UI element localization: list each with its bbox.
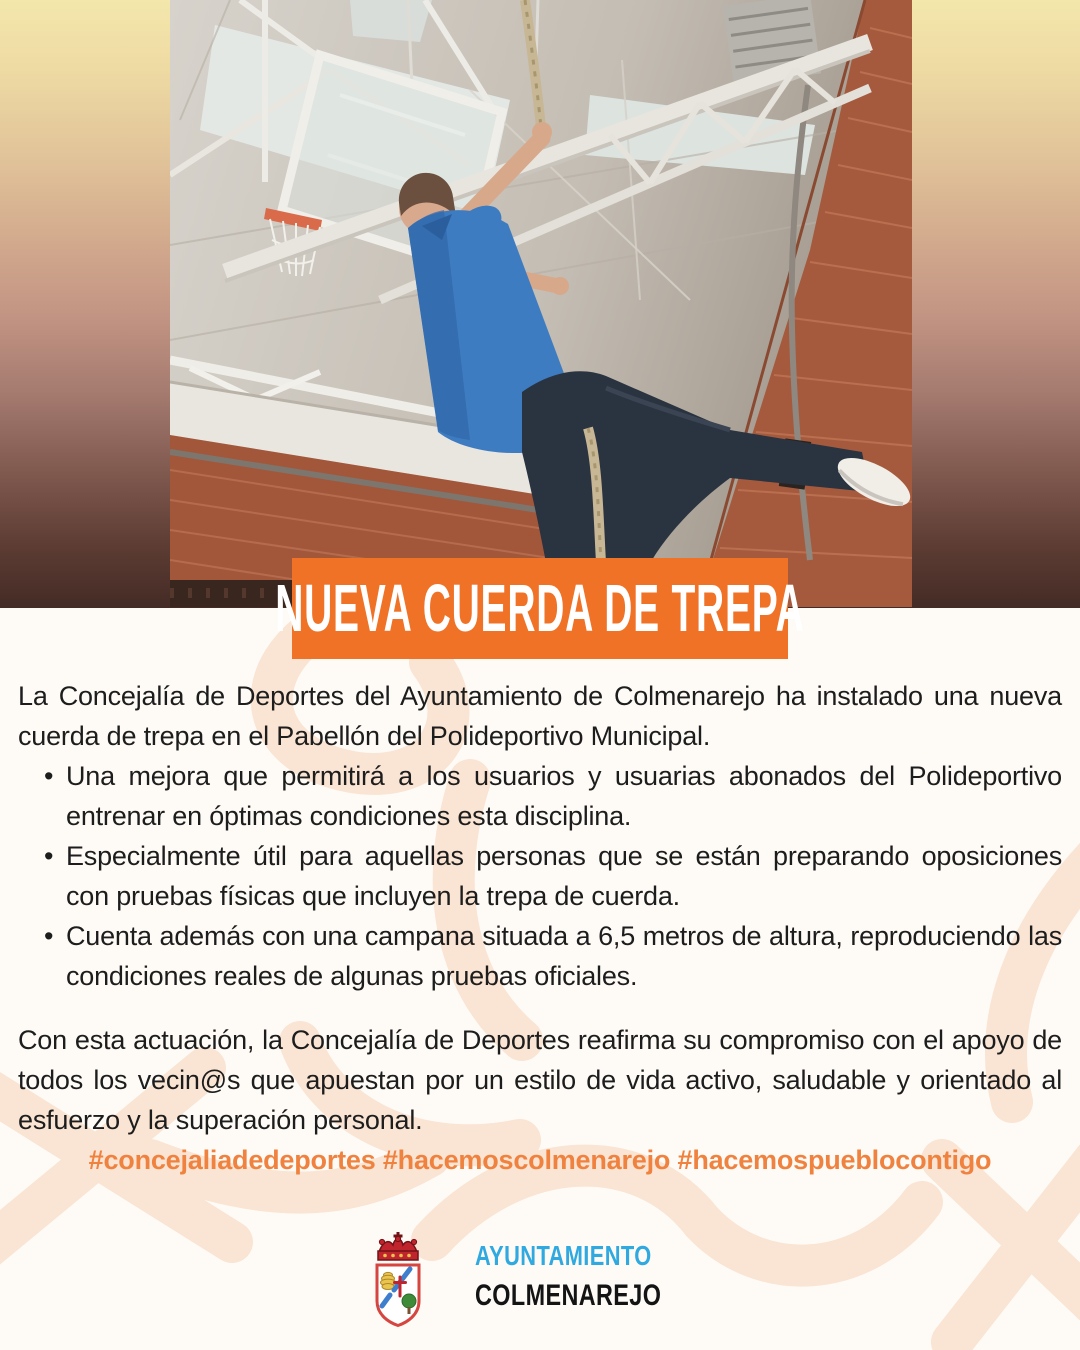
municipal-logo bbox=[0, 1232, 1080, 1330]
climber-hand-top bbox=[532, 122, 552, 142]
title-banner bbox=[275, 558, 805, 659]
hashtags-text: #concejaliadedeportes #hacemoscolmenarejo #hacemospueblocontigo bbox=[88, 1145, 992, 1175]
hero-photo bbox=[170, 0, 912, 607]
colmenarejo-crest-icon bbox=[367, 1232, 429, 1330]
page-title: NUEVA CUERDA DE TREPA bbox=[275, 571, 805, 646]
intro-paragraph: La Concejalía de Deportes del Ayuntamiento de Colmenarejo ha instalado una nueva cuerda de trepa en el Pabellón del Polideportivo Municipal. bbox=[18, 681, 1062, 751]
crest-crown bbox=[378, 1232, 418, 1260]
org-name-ayuntamiento: AYUNTAMIENTO bbox=[474, 1240, 652, 1271]
org-name bbox=[475, 1240, 714, 1313]
org-name-colmenarejo: COLMENAREJO bbox=[474, 1279, 661, 1312]
climber-hand-bottom bbox=[551, 277, 569, 295]
bullet-item: • Una mejora que permitirá a los usuarios y usuarias abonados del Polideportivo entrenar en óptimas condiciones esta disciplina. bbox=[44, 756, 1062, 836]
bullet-item: • Especialmente útil para aquellas personas que se están preparando oposiciones con pruebas físicas que incluyen la trepa de cuerda. bbox=[44, 836, 1062, 916]
bullet-item: • Cuenta además con una campana situada a 6,5 metros de altura, reproduciendo las condiciones reales de algunas pruebas oficiales. bbox=[44, 916, 1062, 996]
bullet-list bbox=[18, 756, 1062, 996]
closing-paragraph: Con esta actuación, la Concejalía de Deportes reafirma su compromiso con el apoyo de todos los vecin@s que apuestan por un estilo de vida activo, saludable y orientado al esfuerzo y la superación personal. bbox=[18, 1025, 1062, 1135]
article-body bbox=[18, 676, 1062, 1180]
